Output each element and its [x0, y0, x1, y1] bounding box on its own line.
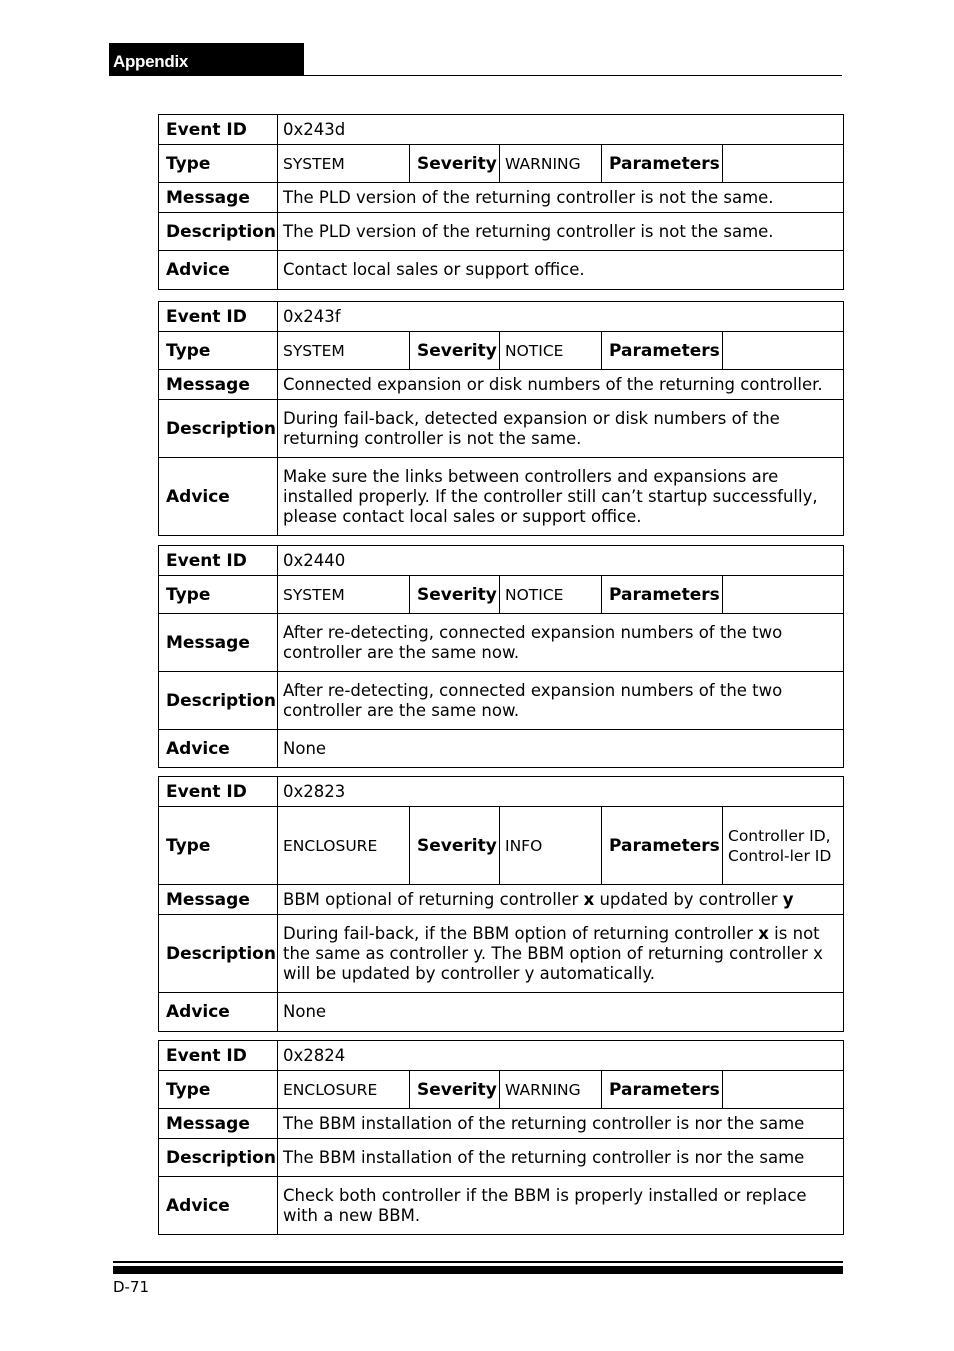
severity-label: Severity	[410, 576, 500, 614]
footer-rule-thick	[113, 1266, 843, 1274]
parameters-value: Controller ID, Control-ler ID	[723, 807, 844, 885]
event-id-value: 0x243d	[278, 115, 844, 145]
advice-label: Advice	[159, 993, 278, 1032]
parameters-value	[723, 332, 844, 370]
advice-label: Advice	[159, 1177, 278, 1235]
description-label: Description	[159, 213, 278, 251]
event-id-value: 0x243f	[278, 302, 844, 332]
event-id-value: 0x2440	[278, 546, 844, 576]
description-value: During fail-back, detected expansion or disk numbers of the returning controller is not the same.	[278, 400, 844, 458]
severity-value: WARNING	[500, 1071, 602, 1109]
parameters-label: Parameters	[602, 1071, 723, 1109]
description-value: The BBM installation of the returning controller is nor the same	[278, 1139, 844, 1177]
message-text: updated by controller	[594, 889, 783, 909]
description-text: is not the same as controller y. The BBM option of returning controller x will be updated by controller y automatically.	[283, 923, 823, 983]
type-label: Type	[159, 332, 278, 370]
description-label: Description	[159, 1139, 278, 1177]
description-label: Description	[159, 915, 278, 993]
description-label: Description	[159, 672, 278, 730]
advice-label: Advice	[159, 730, 278, 768]
advice-value: Make sure the links between controllers and expansions are installed properly. If the controller still can’t startup successfully, please contact local sales or support office.	[278, 458, 844, 536]
parameters-value	[723, 145, 844, 183]
message-label: Message	[159, 370, 278, 400]
message-text: BBM optional of returning controller	[283, 889, 584, 909]
advice-label: Advice	[159, 458, 278, 536]
parameters-label: Parameters	[602, 807, 723, 885]
type-label: Type	[159, 145, 278, 183]
type-value: ENCLOSURE	[278, 1071, 410, 1109]
event-id-label: Event ID	[159, 115, 278, 145]
description-value: After re-detecting, connected expansion numbers of the two controller are the same now.	[278, 672, 844, 730]
message-value: The BBM installation of the returning controller is nor the same	[278, 1109, 844, 1139]
message-value: Connected expansion or disk numbers of the returning controller.	[278, 370, 844, 400]
event-table	[158, 1040, 844, 1235]
message-label: Message	[159, 183, 278, 213]
advice-value: Contact local sales or support office.	[278, 251, 844, 290]
section-title: Appendix	[113, 52, 189, 71]
event-id-label: Event ID	[159, 302, 278, 332]
section-header-tab	[109, 43, 304, 76]
type-label: Type	[159, 1071, 278, 1109]
advice-value: None	[278, 730, 844, 768]
message-value: The PLD version of the returning controller is not the same.	[278, 183, 844, 213]
parameters-value	[723, 1071, 844, 1109]
event-id-label: Event ID	[159, 546, 278, 576]
parameters-label: Parameters	[602, 576, 723, 614]
type-value: SYSTEM	[278, 332, 410, 370]
type-label: Type	[159, 576, 278, 614]
severity-value: NOTICE	[500, 576, 602, 614]
message-value: After re-detecting, connected expansion numbers of the two controller are the same now.	[278, 614, 844, 672]
event-id-label: Event ID	[159, 777, 278, 807]
type-value: SYSTEM	[278, 145, 410, 183]
page-number: D-71	[113, 1278, 150, 1296]
footer-rule-thin	[113, 1261, 843, 1263]
type-label: Type	[159, 807, 278, 885]
event-table	[158, 301, 844, 536]
severity-label: Severity	[410, 807, 500, 885]
header-rule	[109, 75, 842, 76]
message-value	[278, 885, 844, 915]
message-var-y: y	[782, 889, 794, 909]
description-text: During fail-back, if the BBM option of returning controller	[283, 923, 759, 943]
severity-label: Severity	[410, 332, 500, 370]
severity-label: Severity	[410, 145, 500, 183]
event-table	[158, 114, 844, 290]
event-table	[158, 545, 844, 768]
event-table	[158, 776, 844, 1032]
severity-label: Severity	[410, 1071, 500, 1109]
advice-label: Advice	[159, 251, 278, 290]
advice-value: Check both controller if the BBM is properly installed or replace with a new BBM.	[278, 1177, 844, 1235]
message-label: Message	[159, 614, 278, 672]
severity-value: INFO	[500, 807, 602, 885]
event-id-label: Event ID	[159, 1041, 278, 1071]
event-id-value: 0x2824	[278, 1041, 844, 1071]
severity-value: WARNING	[500, 145, 602, 183]
description-var-x: x	[758, 923, 769, 943]
description-value	[278, 915, 844, 993]
message-label: Message	[159, 1109, 278, 1139]
message-var-x: x	[583, 889, 595, 909]
event-id-value: 0x2823	[278, 777, 844, 807]
advice-value: None	[278, 993, 844, 1032]
description-label: Description	[159, 400, 278, 458]
parameters-label: Parameters	[602, 332, 723, 370]
type-value: SYSTEM	[278, 576, 410, 614]
parameters-label: Parameters	[602, 145, 723, 183]
severity-value: NOTICE	[500, 332, 602, 370]
type-value: ENCLOSURE	[278, 807, 410, 885]
parameters-value	[723, 576, 844, 614]
description-value: The PLD version of the returning controller is not the same.	[278, 213, 844, 251]
message-label: Message	[159, 885, 278, 915]
